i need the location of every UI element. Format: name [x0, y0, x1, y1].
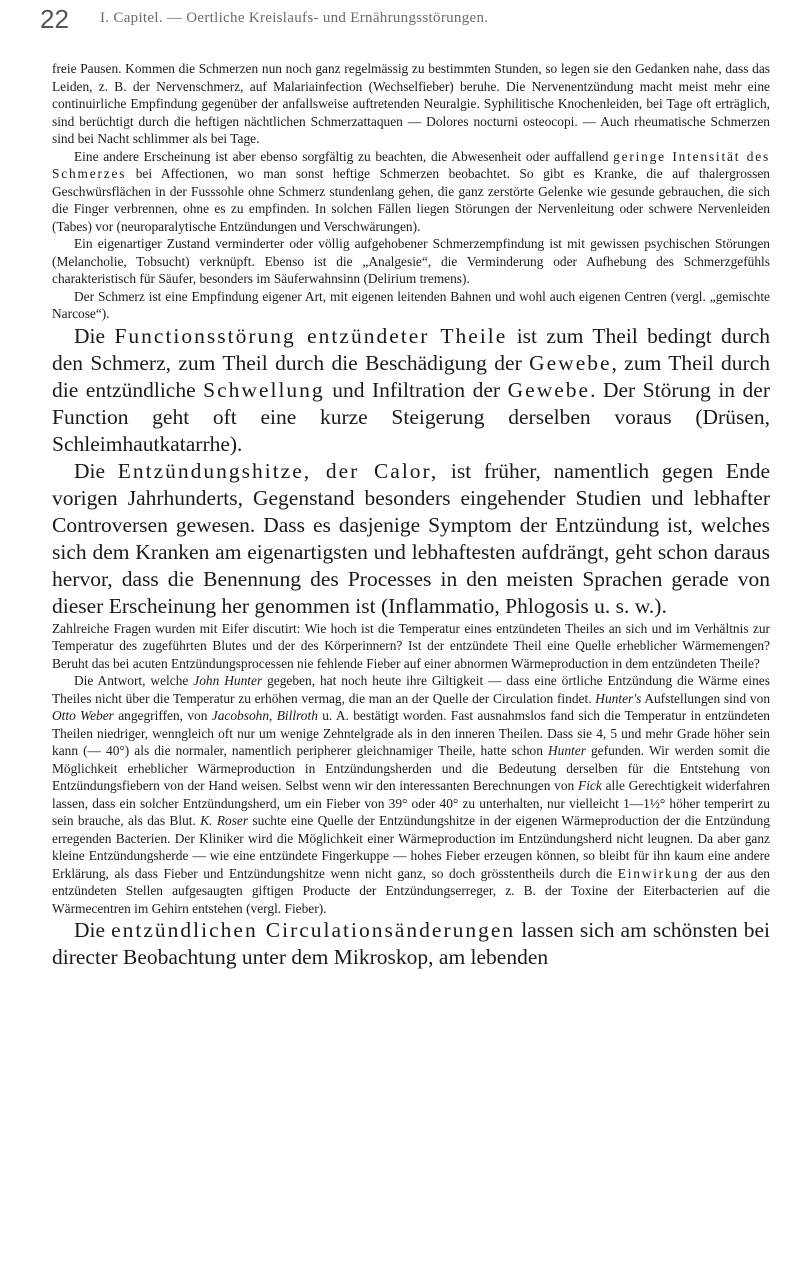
paragraph-hunter-answer [52, 672, 770, 917]
spaced-emphasis: Gewebe [529, 350, 612, 375]
text-run: u. A. bestätigt worden. Fast ausnahmslos fand sich die Temperatur in entzündeten Theilen niedriger, wenngleich oft nur um wenige Zehntelgrade als in den inneren Theilen. Dass sie 4, 5 und mehr Grade höher sein kann (— 40°) als die normaler, namentlich peripherer gleichnamiger Theile, hatte schon [52, 708, 770, 758]
text-run: der aus den entzündeten Stellen aufgesaugten giftigen Producte der Entzündungserreger, z. B. der Toxine der Eiterbacterien auf die Wärmecentren im Gehirn entstehen (vergl. Fieber). [52, 865, 770, 916]
spaced-emphasis: Entzündungshitze, der Calor, [117, 458, 439, 483]
text-run: gefunden. Wir werden somit die Möglichkeit erheblicher Wärmeproduction in Entzündungsherden und die Bedeutung derselben für die Entstehung von Entzündungsfiebern von der Hand weisen. Selbst wenn wir den interessanten Berechnungen von [52, 743, 770, 793]
paragraph-absence-of-pain [52, 148, 770, 236]
author-name: John Hunter [193, 673, 263, 688]
text-run: Die [74, 918, 112, 942]
text-run: Die [74, 323, 115, 348]
page-number: 22 [40, 4, 69, 34]
text-run: ist zum Theil bedingt durch den Schmerz, zum Theil durch die Beschädigung der [52, 323, 770, 375]
text-run: lassen sich am schönsten bei directer Beobachtung unter dem Mikroskop, am lebenden [52, 918, 770, 969]
text-run: alle Gerechtigkeit widerfahren lassen, dass ein solcher Entzündungsherd, um ein Fieber von 39° oder 40° zu unterhalten, nur vielleicht 1—1½° höher temperirt zu sein brauche, als das Blut. [52, 778, 770, 828]
text-run: Eine andere Erscheinung ist aber ebenso sorgfältig zu beachten, die Abwesenheit oder auffallend [74, 148, 614, 164]
text-run: suchte eine Quelle der Entzündungshitze in der eigenen Wärmeproduction der die Entzündung erregenden Bacterien. Der Kliniker wird die Möglichkeit einer Wärmeproduction im Entzündungsherd nicht leugnen. Da aber ganz kleine Entzündungsherde — wie eine entzündete Fingerkuppe — hohes Fieber erzeugen können, so bleibt für ihn kaum eine andere Erklärung, als dass Fieber und Entzündungshitze wenn nicht ganz, so doch grösstentheils durch die [52, 813, 770, 881]
author-name: Otto Weber [52, 708, 114, 723]
text-run: , [269, 708, 277, 723]
text-run: Die Antwort, welche [74, 673, 194, 688]
text-run: . Der Störung in der Function geht oft eine kurze Steigerung derselben voraus (Drüsen, Schleimhautkatarrhe). [52, 377, 770, 456]
text-run: Aufstellungen sind von [641, 690, 770, 706]
body-text [52, 60, 770, 1275]
page-header [40, 4, 770, 34]
spaced-emphasis: entzündlichen Circulationsänderungen [111, 918, 516, 942]
spaced-emphasis: Einwirkung [617, 865, 700, 881]
author-name: Hunter's [595, 690, 642, 706]
text-run: ist früher, namentlich gegen Ende vorigen Jahrhunderts, Gegenstand besonders eingehender Studien und lebhafter Controversen gewesen. Dass es dasjenige Symptom der Entzündung ist, welches sich dem Kranken am eigenartigsten und lebhaftesten aufdrängt, geht schon daraus hervor, dass die Benennung des Processes in den meisten Sprachen gerade von dieser Erscheinung her genommen ist (Inflammatio, Phlogosis u. s. w.). [52, 458, 770, 618]
paragraph-analgesia: Ein eigenartiger Zustand verminderter oder völlig aufgehobener Schmerzempfindung ist mit gewissen psychischen Störungen (Melancholie, Tobsucht) verknüpft. Ebenso ist die „Analgesie“, die Verminderung oder Aufhebung des Schmerzgefühls charakteristisch für Säufer, besonders im Säuferwahnsinn (Delirium tremens). [52, 236, 770, 286]
text-run: Die [74, 458, 118, 483]
spaced-emphasis: geringe Intensität des Schmerzes [52, 148, 770, 181]
author-name: K. Roser [200, 813, 249, 828]
text-run: gegeben, hat noch heute ihre Giltigkeit — dass eine örtliche Entzündung die Wärme eines Theiles nicht über die Temperatur zu erhöhen vermag, die man an der Quelle der Circulation findet. [52, 673, 770, 706]
text-run: und Infiltration der [324, 377, 508, 402]
paragraph-circulation-changes [52, 917, 770, 971]
paragraph-temperature-questions: Zahlreiche Fragen wurden mit Eifer discutirt: Wie hoch ist die Temperatur eines entzündeten Theiles an sich und im Verhältnis zur Temperatur des zugeführten Blutes und der des Körperinnern? Ist der entzündete Theil eine Quelle erheblicher Wärmemengen? Beruht das bei acuten Entzündungsprocessen nie fehlende Fieber auf einer abnormen Wärmeproduction in dem entzündeten Theile? [52, 620, 770, 671]
paragraph-inflammation-heat [52, 458, 770, 620]
text-run: , zum Theil durch die entzündliche [52, 350, 770, 402]
spaced-emphasis: Functionsstörung entzündeter Theile [114, 323, 508, 348]
running-head: I. Capitel. — Oertliche Kreislaufs- und Ernährungsstörungen. [100, 10, 489, 26]
author-name: Billroth [276, 708, 318, 723]
author-name: Fick [578, 778, 602, 793]
spaced-emphasis: Gewebe [507, 377, 591, 402]
author-name: Hunter [547, 743, 586, 758]
text-run: angegriffen, von [113, 708, 212, 723]
paragraph-pain-definition: Der Schmerz ist eine Empfindung eigener Art, mit eigenen leitenden Bahnen und wohl auch eigenen Centren (vergl. „gemischte Narcose“). [52, 288, 770, 321]
spaced-emphasis: Schwellung [203, 377, 325, 402]
paragraph-function-disturbance [52, 323, 770, 458]
paragraph-pain-periodicity: freie Pausen. Kommen die Schmerzen nun noch ganz regelmässig zu bestimmten Stunden, so legen sie den Gedanken nahe, dass das Leiden, z. B. der Nervenschmerz, auf Malariainfection (Wechselfieber) beruhe. Die Nervenentzündung macht meist mehr eine continuirliche Empfindung gegenüber der anfallsweise auftretenden Neuralgie. Syphilitische Knochenleiden, bei Tage oft erträglich, sind berüchtigt durch die heftigen nächtlichen Schmerzattaquen — Dolores nocturni osteocopi. — Auch rheumatische Schmerzen sind bei Nacht schlimmer als bei Tage. [52, 61, 770, 146]
author-name: Jacobsohn [211, 708, 270, 723]
text-run: bei Affectionen, wo man sonst heftige Schmerzen beobachtet. So gibt es Kranke, die auf thalergrossen Geschwürsflächen in der Fusssohle ohne Schmerz stundenlang gehen, die ganz zerstörte Gelenke wie gesunde gebrauchen, die sich die Finger verbrennen, ohne es zu empfinden. In solchen Fällen liegen Störungen der Nervenleitung oder schwere Nervenleiden (Tabes) vor (neuroparalytische Entzündungen und Verschwärungen). [52, 166, 770, 234]
